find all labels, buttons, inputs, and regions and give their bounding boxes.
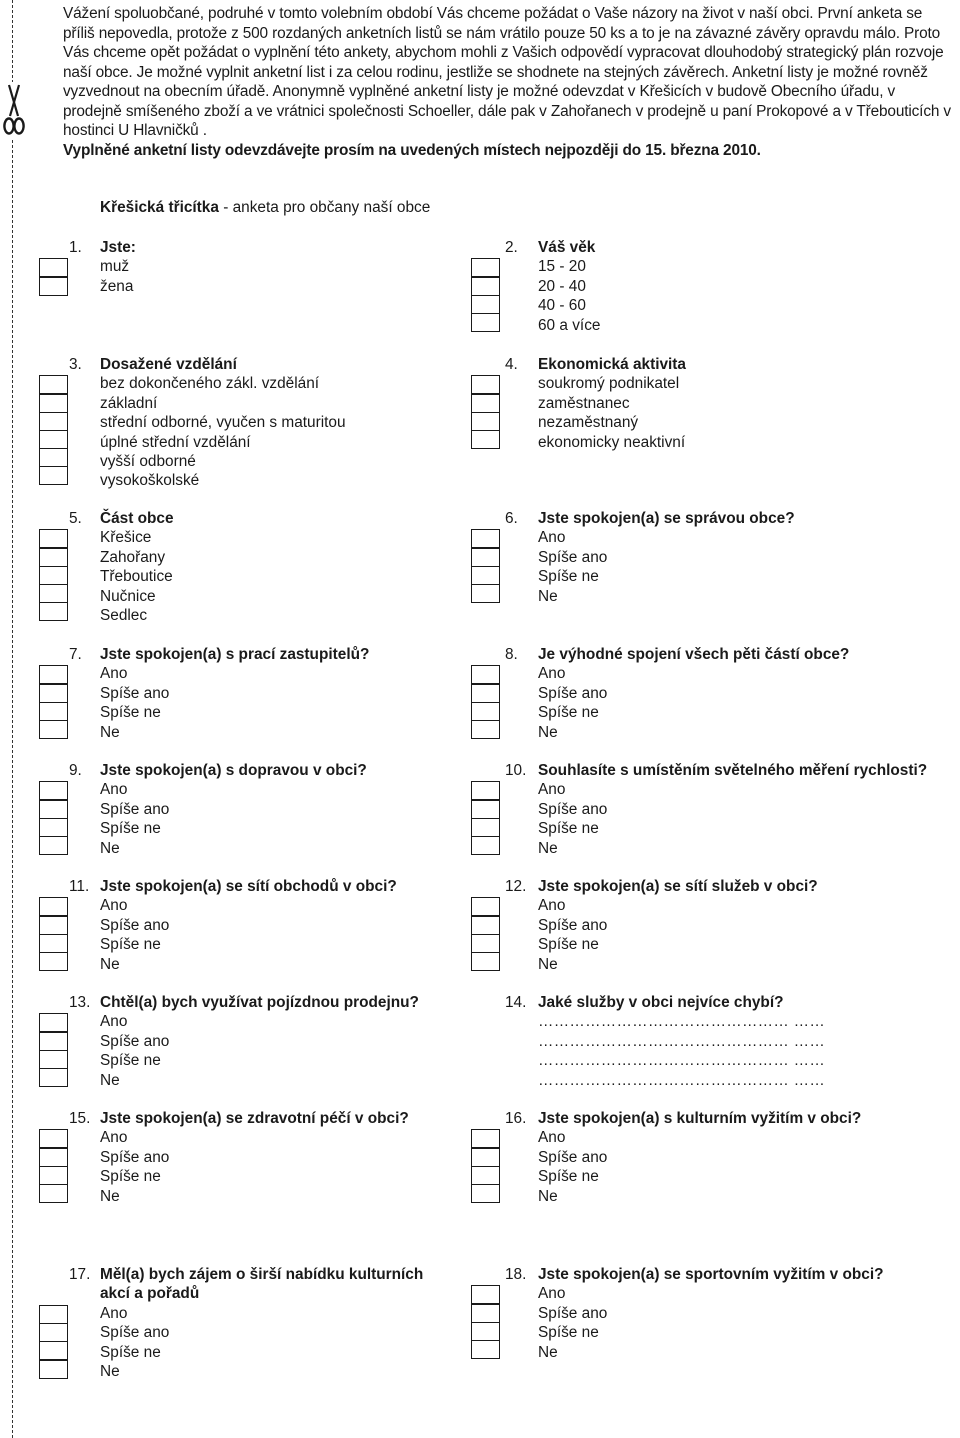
answer-option: Ano — [100, 781, 128, 799]
answer-options — [538, 1012, 825, 1090]
answer-option: Ano — [100, 1304, 128, 1322]
answer-checkbox[interactable] — [471, 584, 500, 604]
answer-checkboxes — [471, 258, 500, 330]
answer-checkbox[interactable] — [39, 448, 68, 468]
answer-checkbox[interactable] — [471, 702, 500, 722]
answer-checkbox[interactable] — [39, 720, 68, 740]
question-text: Je výhodné spojení všech pěti částí obce? — [538, 646, 850, 663]
answer-checkbox[interactable] — [39, 393, 68, 413]
form-title — [100, 199, 430, 217]
answer-checkboxes — [39, 781, 68, 853]
question-text: Jste spokojen(a) se správou obce? — [538, 510, 795, 527]
answer-checkbox[interactable] — [39, 1068, 68, 1088]
answer-checkbox[interactable] — [39, 665, 68, 685]
intro-paragraph: Vážení spoluobčané, podruhé v tomto volebním období Vás chceme požádat o Vaše názory na život v naší obci. První anketa se příliš nepovedla, protože z 500 rozdaných anketních listů se nám vrátilo pouze 50 ks a to je na závazné závěry opravdu málo. Proto Vás chceme opět požádat o vyplnění této ankety, abychom mohli z Vašich odpovědí vypracovat dlouhodobý strategický plán rozvoje naší obce. Je možné vyplnit anketní list i za celou rodinu, jestliže se shodnete na stejných závěrech. Anketní listy je možné rovněž vyzvednout na obecním úřadě. Anonymně vyplněné anketní listy je možné odevzdat v Křešicích v budově Obecního úřadu, v prodejně smíšeného zboží a ve vrátnici společnosti Schoeller, dále pak v Zahořanech v prodejně u paní Prokopové a v Třebouticích v hostinci U Hlavničků . — [63, 5, 951, 139]
question-text: Jste spokojen(a) se sportovním vyžitím v obci? — [538, 1266, 884, 1283]
answer-checkboxes — [39, 897, 68, 969]
answer-option: Spíše ne — [538, 1168, 599, 1186]
answer-checkbox[interactable] — [39, 584, 68, 604]
answer-checkbox[interactable] — [39, 566, 68, 586]
question-number: 18. — [505, 1266, 527, 1283]
answer-option: Křešice — [100, 529, 152, 547]
answer-options — [100, 1012, 169, 1090]
answer-option: Třeboutice — [100, 568, 173, 586]
form-title-name: Křešická třicítka — [100, 199, 219, 216]
answer-option: Spíše ano — [538, 1304, 608, 1322]
answer-option: Spíše ne — [100, 1343, 161, 1361]
answer-option: Spíše ne — [538, 820, 599, 838]
answer-option: Spíše ne — [538, 568, 599, 586]
answer-option: základní — [100, 394, 158, 412]
question-text: Jste spokojen(a) s dopravou v obci? — [100, 762, 367, 779]
answer-line[interactable]: ………………………………………… …… — [538, 1052, 826, 1070]
answer-checkbox[interactable] — [471, 1303, 500, 1323]
answer-checkbox[interactable] — [39, 683, 68, 703]
answer-option: 60 a více — [538, 316, 601, 334]
answer-option: vysokoškolské — [100, 472, 200, 490]
answer-option: Spíše ano — [100, 1148, 170, 1166]
intro-text — [63, 4, 957, 160]
answer-options — [538, 374, 685, 452]
answer-checkboxes — [39, 665, 68, 737]
cut-line — [12, 0, 13, 1438]
answer-option: Ano — [100, 665, 128, 683]
answer-options — [538, 1128, 607, 1206]
answer-checkbox[interactable] — [471, 818, 500, 838]
answer-checkbox[interactable] — [39, 934, 68, 954]
answer-checkbox[interactable] — [471, 412, 500, 432]
answer-checkbox[interactable] — [471, 276, 500, 296]
answer-options — [538, 528, 607, 606]
question-text: Část obce — [100, 510, 174, 527]
answer-option: Spíše ano — [538, 800, 608, 818]
answer-checkboxes — [39, 1305, 68, 1377]
answer-option: žena — [100, 277, 134, 295]
answer-checkboxes — [39, 1013, 68, 1085]
answer-checkbox[interactable] — [471, 952, 500, 972]
answer-option: Ne — [100, 839, 120, 857]
answer-option: Ne — [538, 955, 558, 973]
answer-checkbox[interactable] — [471, 1147, 500, 1167]
answer-option: Zahořany — [100, 548, 166, 566]
question-number: 15. — [69, 1110, 91, 1127]
answer-option: Ne — [100, 1071, 120, 1089]
answer-checkbox[interactable] — [471, 547, 500, 567]
question-text: Chtěl(a) bych využívat pojízdnou prodejnu? — [100, 994, 419, 1011]
answer-checkbox[interactable] — [39, 952, 68, 972]
answer-checkbox[interactable] — [471, 915, 500, 935]
question-number: 14. — [505, 994, 527, 1011]
answer-checkbox[interactable] — [471, 258, 500, 278]
answer-options — [100, 528, 173, 625]
answer-option: Spíše ne — [100, 936, 161, 954]
answer-option: 15 - 20 — [538, 258, 586, 276]
answer-checkbox[interactable] — [471, 720, 500, 740]
answer-checkbox[interactable] — [39, 818, 68, 838]
answer-option: Spíše ano — [538, 684, 608, 702]
answer-checkbox[interactable] — [471, 1184, 500, 1204]
answer-checkboxes — [471, 529, 500, 601]
scissors-icon — [2, 82, 26, 138]
question-number: 13. — [69, 994, 91, 1011]
answer-option: Ano — [538, 1129, 566, 1147]
answer-option: Ne — [538, 839, 558, 857]
answer-checkboxes — [471, 1285, 500, 1357]
question-number: 1. — [69, 239, 82, 256]
answer-checkbox[interactable] — [39, 1184, 68, 1204]
answer-checkbox[interactable] — [39, 602, 68, 622]
answer-options — [538, 896, 607, 974]
question-number: 16. — [505, 1110, 527, 1127]
question-text: Jste spokojen(a) se zdravotní péčí v obci? — [100, 1110, 409, 1127]
answer-option: Spíše ano — [100, 800, 170, 818]
answer-option: Ne — [100, 955, 120, 973]
answer-options — [100, 896, 169, 974]
answer-checkbox[interactable] — [39, 1147, 68, 1167]
answer-checkbox[interactable] — [471, 1166, 500, 1186]
answer-option: Ne — [538, 723, 558, 741]
answer-options — [100, 374, 346, 490]
question-number: 6. — [505, 510, 518, 527]
answer-checkboxes — [471, 781, 500, 853]
question-text-continued: akcí a pořadů — [100, 1285, 200, 1303]
question-number: 11. — [69, 878, 90, 895]
answer-checkbox[interactable] — [39, 466, 68, 486]
answer-checkbox[interactable] — [471, 375, 500, 395]
answer-option: soukromý podnikatel — [538, 375, 680, 393]
answer-option: 20 - 40 — [538, 277, 586, 295]
answer-option: Spíše ano — [100, 1032, 170, 1050]
answer-option: Spíše ne — [100, 1168, 161, 1186]
answer-checkbox[interactable] — [39, 1031, 68, 1051]
answer-checkbox[interactable] — [39, 1013, 68, 1033]
answer-checkbox[interactable] — [39, 258, 68, 278]
question-number: 2. — [505, 239, 518, 256]
answer-checkbox[interactable] — [39, 1305, 68, 1325]
answer-checkbox[interactable] — [39, 430, 68, 450]
answer-option: ekonomicky neaktivní — [538, 433, 686, 451]
answer-checkbox[interactable] — [471, 566, 500, 586]
answer-option: Spíše ne — [100, 704, 161, 722]
answer-option: Spíše ano — [100, 916, 170, 934]
answer-option: Ne — [100, 1362, 120, 1380]
answer-options — [100, 1304, 169, 1382]
answer-checkbox[interactable] — [471, 1285, 500, 1305]
answer-checkbox[interactable] — [39, 375, 68, 395]
answer-option: Spíše ano — [100, 684, 170, 702]
question-text: Jste spokojen(a) se sítí obchodů v obci? — [100, 878, 397, 895]
answer-checkboxes — [39, 258, 68, 294]
answer-option: Spíše ano — [100, 1324, 170, 1342]
answer-option: Sedlec — [100, 606, 148, 624]
answer-option: Ano — [538, 529, 566, 547]
question-number: 8. — [505, 646, 518, 663]
answer-option: Spíše ne — [100, 820, 161, 838]
answer-options — [100, 664, 169, 742]
answer-option: Ano — [100, 1129, 128, 1147]
answer-checkboxes — [471, 665, 500, 737]
answer-checkbox[interactable] — [471, 934, 500, 954]
answer-checkbox[interactable] — [39, 836, 68, 856]
answer-line[interactable]: ………………………………………… …… — [538, 1071, 826, 1089]
question-number: 3. — [69, 356, 82, 373]
question-text: Dosažené vzdělání — [100, 356, 237, 373]
answer-option: Spíše ne — [538, 704, 599, 722]
answer-option: Spíše ne — [538, 936, 599, 954]
answer-checkbox[interactable] — [471, 1129, 500, 1149]
answer-checkboxes — [471, 375, 500, 447]
answer-checkbox[interactable] — [39, 1341, 68, 1361]
answer-checkbox[interactable] — [39, 1359, 68, 1379]
answer-checkbox[interactable] — [39, 1129, 68, 1149]
answer-checkboxes — [471, 897, 500, 969]
answer-option: Ne — [538, 587, 558, 605]
question-number: 10. — [505, 762, 527, 779]
answer-option: Ne — [100, 1187, 120, 1205]
question-number: 5. — [69, 510, 82, 527]
answer-checkbox[interactable] — [471, 799, 500, 819]
answer-checkbox[interactable] — [39, 547, 68, 567]
answer-option: Spíše ano — [538, 1148, 608, 1166]
question-number: 12. — [505, 878, 527, 895]
answer-option: zaměstnanec — [538, 394, 630, 412]
question-number: 17. — [69, 1266, 91, 1283]
answer-option: Spíše ano — [538, 548, 608, 566]
question-text: Jste spokojen(a) se sítí služeb v obci? — [538, 878, 818, 895]
answer-checkbox[interactable] — [39, 1323, 68, 1343]
answer-checkbox[interactable] — [39, 412, 68, 432]
answer-option: Ano — [538, 781, 566, 799]
answer-checkbox[interactable] — [471, 313, 500, 333]
question-text: Jste spokojen(a) s kulturním vyžitím v obci? — [538, 1110, 862, 1127]
answer-checkbox[interactable] — [471, 781, 500, 801]
answer-checkbox[interactable] — [39, 915, 68, 935]
answer-option: Ano — [100, 1013, 128, 1031]
question-number: 9. — [69, 762, 82, 779]
question-text: Váš věk — [538, 239, 596, 256]
answer-checkbox[interactable] — [471, 295, 500, 315]
answer-option: bez dokončeného zákl. vzdělání — [100, 375, 320, 393]
answer-option: Ne — [538, 1187, 558, 1205]
answer-line[interactable]: ………………………………………… …… — [538, 1013, 826, 1031]
answer-options — [100, 1128, 169, 1206]
answer-options — [538, 664, 607, 742]
answer-checkbox[interactable] — [39, 1166, 68, 1186]
answer-checkboxes — [39, 1129, 68, 1201]
answer-checkbox[interactable] — [39, 1050, 68, 1070]
answer-checkboxes — [39, 375, 68, 484]
answer-checkbox[interactable] — [471, 1322, 500, 1342]
answer-option: Ne — [100, 723, 120, 741]
deadline-note: Vyplněné anketní listy odevzdávejte prosím na uvedených místech nejpozději do 15. března 2010. — [63, 141, 761, 159]
answer-option: Spíše ne — [100, 1052, 161, 1070]
answer-options — [538, 780, 607, 858]
answer-option: Ano — [538, 665, 566, 683]
answer-checkbox[interactable] — [471, 430, 500, 450]
answer-option: Spíše ne — [538, 1324, 599, 1342]
question-text: Jaké služby v obci nejvíce chybí? — [538, 994, 784, 1011]
answer-checkbox[interactable] — [39, 529, 68, 549]
answer-checkbox[interactable] — [39, 799, 68, 819]
question-number: 7. — [69, 646, 82, 663]
question-text: Ekonomická aktivita — [538, 356, 686, 373]
answer-checkbox[interactable] — [471, 529, 500, 549]
answer-checkboxes — [471, 1129, 500, 1201]
answer-checkbox[interactable] — [471, 897, 500, 917]
answer-checkbox[interactable] — [471, 1340, 500, 1360]
answer-option: Ano — [100, 897, 128, 915]
form-title-rest: - anketa pro občany naší obce — [218, 199, 431, 216]
answer-option: muž — [100, 258, 130, 276]
answer-options — [538, 257, 600, 335]
answer-checkbox[interactable] — [39, 781, 68, 801]
answer-options — [538, 1284, 607, 1362]
answer-checkboxes — [39, 529, 68, 619]
question-text: Měl(a) bych zájem o širší nabídku kulturních — [100, 1266, 424, 1283]
answer-line[interactable]: ………………………………………… …… — [538, 1032, 826, 1050]
answer-checkbox[interactable] — [471, 393, 500, 413]
answer-checkbox[interactable] — [39, 702, 68, 722]
answer-option: Ano — [538, 1285, 566, 1303]
answer-option: vyšší odborné — [100, 452, 196, 470]
answer-option: Nučnice — [100, 587, 156, 605]
question-number: 4. — [505, 356, 518, 373]
answer-checkbox[interactable] — [471, 836, 500, 856]
answer-options — [100, 780, 169, 858]
answer-option: Ne — [538, 1343, 558, 1361]
answer-option: 40 - 60 — [538, 297, 586, 315]
question-text: Jste: — [100, 239, 136, 256]
answer-checkbox[interactable] — [39, 276, 68, 296]
answer-option: střední odborné, vyučen s maturitou — [100, 414, 346, 432]
answer-option: nezaměstnaný — [538, 414, 639, 432]
answer-option: úplné střední vzdělání — [100, 433, 251, 451]
answer-option: Ano — [538, 897, 566, 915]
answer-option: Spíše ano — [538, 916, 608, 934]
answer-options — [100, 257, 133, 296]
question-text: Souhlasíte s umístěním světelného měření rychlosti? — [538, 762, 928, 779]
answer-checkbox[interactable] — [39, 897, 68, 917]
answer-checkbox[interactable] — [471, 683, 500, 703]
answer-checkbox[interactable] — [471, 665, 500, 685]
question-text: Jste spokojen(a) s prací zastupitelů? — [100, 646, 370, 663]
